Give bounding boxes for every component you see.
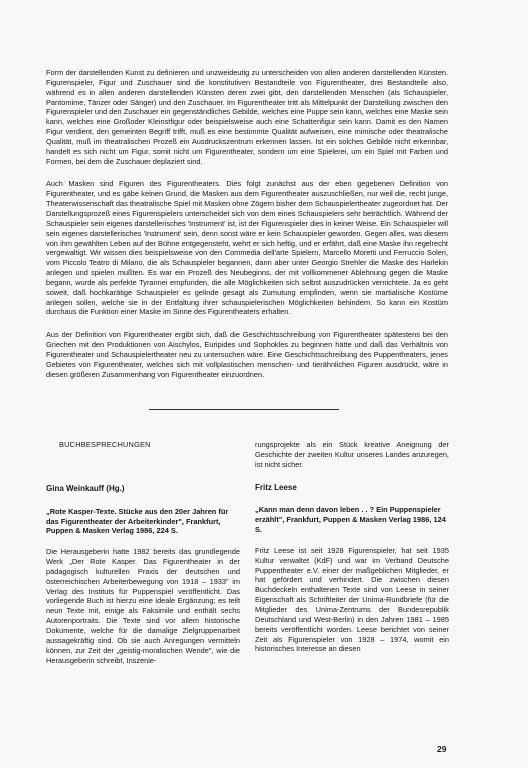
paragraph: Auch Masken sind Figuren des Figurentheaters. Dies folgt zunächst aus der eben gegebenen Definition von Figurentheater, und es gäbe keinen Grund, die Masken aus dem Figurentheater auszuschließen, nur weil die, recht junge, Theaterwissenschaft das theatralische Spiel mit Masken ohne Zögern bisher dem Schauspielertheater zugeordnet hat. Der Darstellungsprozeß eines Figurenspielers unterscheidet sich von dem eines Schauspielers sehr beträchtlich. Während der Schauspieler sein eigenes darstellerisches 'Instrument' ist, ist der Figurenspieler dies in keiner Weise. Ein Schauspieler will sein eigenes darstellerisches 'Instrument' sein, denn sonst wäre er kein Schauspieler geworden. Gegen alles, was diesem von ihm gewählten Leben auf der Bühne entgegensteht, wehrt er sich heftig, und er erfährt, daß eine Maske ihn regelrecht vergewaltigt. Wir wissen dies beispielsweise von den Commedia dell'arte Spielern, Marcello Moretti und Ferruccio Soleri, vom Piccolo Teatro di Milano, die als Schauspieler begannen, dann aber unter Georgio Strehler die Maske des Harlekin anlegen und spielen mußten. Es war ein Prozeß des Neubeginns, der mit vollkommener Ablehnung gegen die Maske begann, wurde als perfekte Tyrannei empfunden, die alle Möglichkeiten sich selbst auszudrücken vernichtete. Ja es geht soweit, daß hochkarätige Schauspieler es gelinde gesagt als Zumutung empfinden, wenn sie martialische Kostüme anlegen sollen, welche sie in der Entfaltung ihrer schauspielerischen Möglichkeiten behindern. So kann ein Kostüm durchaus die Funktion einer Maske im Sinne des Figurentheaters erhalten. [46,179,448,317]
right-column [255,440,449,654]
review-continuation: rungsprojekte als ein Stück kreative Aneignung der Geschichte der zweiten Kultur unseres Landes anzuregen, ist nicht sicher. [255,440,449,469]
main-text [46,68,448,392]
left-column [46,440,240,665]
review-book-title: „Kann man denn davon leben . . ? Ein Puppenspieler erzählt", Frankfurt, Puppen & Masken Verlag 1986, 124 S. [255,505,446,535]
paragraph: Form der darstellenden Kunst zu definieren und unzweideutig zu unterscheiden von allen anderen darstellenden Künsten. Figurenspieler, Figur und Zuschauer sind die konstitutiven Bestandteile von Figurentheater, drei Bestandteile also, während es in allen anderen darstellenden Künsten deren zwei gibt, den darstellenden Menschen (als Schauspieler, Pantomime, Tänzer oder Sänger) und den Zuschauer. Im Figurentheater tritt als Mittelpunkt der Darstellung zwischen den Figurenspieler und den Zuschauer ein gegenständliches Gebilde, welches eine Puppe sein kann, welches eine Maske sein kann, welches eine Großoder Kleinstfigur oder beispielsweise auch eine Schattenfigur sein kann. Damit es den Namen Figur verdient, den gemeinten Begriff trifft, muß es eine bestimmte Qualität aufweisen, eine mimische oder theatralische Qualität, muß im theatralischen Prozeß ein Ausdruckszentrum erkennen lassen. Ist ein solches Gebilde nicht erkennbar, handelt es sich nicht um Figur, somit nicht um Figurentheater, sondern um eine Spielerei, um ein Spiel mit Farben und Formen, bei dem die Zuschauer deplaziert sind. [46,68,448,166]
review-author: Gina Weinkauff (Hg.) [46,483,125,493]
review-author: Fritz Leese [255,482,297,492]
review-body: Die Herausgeberin hatte 1982 bereits das grundlegende Werk „Der Rote Kasper. Das Figurentheater in der pädagogisch kulturellen Praxis der deutschen und österreichischen Arbeiterbewegung von 1918 – 1933" im Verlag des Instituts für Puppenspiel veröffentlicht. Das vorliegende Buch ist hierzu eine ideale Ergänzung; es teilt neun Texte mit, einige als Faksimile und enthält sechs Autorenportraits. Die Texte sind vor allem historische Dokumente, welche für die damalige Zielgruppenarbeit aussagekräftig sind. Ob sie auch Anregungen vermitteln können, zur Zeit der „geistig-moralischen Wende", wie die Herausgeberin schreibt, Inszenie- [46,547,240,665]
review-book-title: „Rote Kasper-Texte. Stücke aus den 20er Jahren für das Figurentheater der Arbeiterkinder", Frankfurt, Puppen & Masken Verlag 1986, 224 S. [46,506,229,536]
section-heading: BUCHBESPRECHUNGEN [59,440,151,449]
review-body: Fritz Leese ist seit 1928 Figurenspieler, hat seit 1935 Kultur verwaltet (KdF) und war im Verband Deutsche Puppentheater e.V. einer der maßgeblichen Mitglieder, er hat gefördert und verhindert. Die zwischen diesen Buchdeckeln enthaltenen Texte sind von Leese in seiner Eigenschaft als Schriftleiter der Unima-Rundbriefe (für die Mitglieder des Unima-Zentrums der Bundesrepublik Deutschland und West-Berlin) in den Jahren 1981 – 1985 bereits veröffentlicht worden. Leese berichtet von seiner Zeit als Figurenspieler von 1928 – 1974, womit ein historisches Interesse an diesen [255,545,449,654]
page-number: 29 [437,744,447,754]
paragraph: Aus der Definition von Figurentheater ergibt sich, daß die Geschichtsschreibung von Figurentheater spätestens bei den Griechen mit den Produktionen von Aischylos, Euripides und Sophokles zu beginnen hätte und daß das Verhältnis von Figurentheater und Schauspielertheater neu zu untersuchen wäre. Eine Geschichtsschreibung des Puppentheaters, jenes Gebietes von Figurentheater, welches sich mit vollplastischen menschen- und tierähnlichen Figuren ausdrückt, wäre in diesen größeren Zusammenhang von Figurentheater einzuordnen. [46,330,448,379]
section-divider [149,409,339,410]
